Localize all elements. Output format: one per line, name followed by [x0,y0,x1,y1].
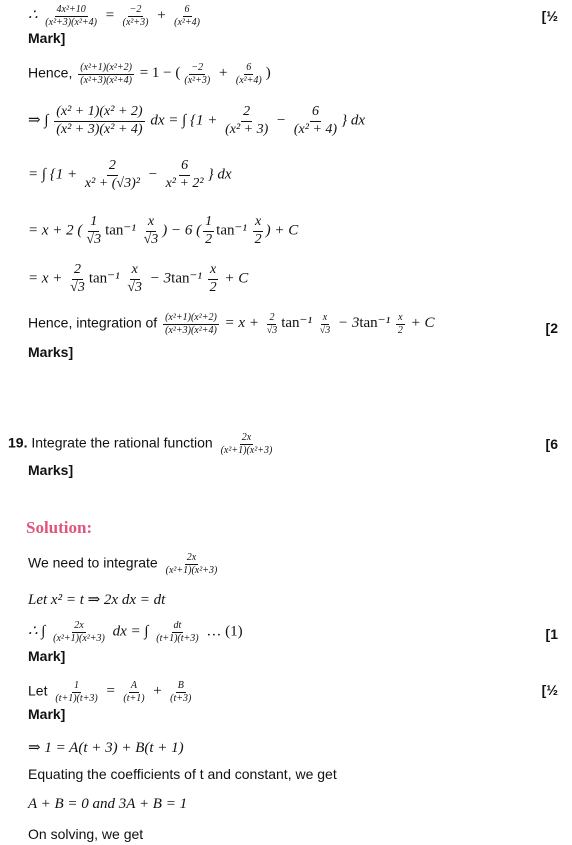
sol-line-3: ∴ ∫ $\frac{2x}{\text{(x²+1)(x²+3)}}$ dx = ∫ $\frac{dt}{(t+1)(t+3)}$ … (1) [28,620,243,644]
half-mark-2: [½ [541,682,558,698]
equation-integral-2: = ∫ {1 + $\frac{2}{\text{x² + (√3)²}}$ − $\frac{6}{\text{x² + 2²}}$ } dx [28,158,232,191]
hence-integration-text: Hence, integration of [28,314,158,331]
sol-line-1: We need to integrate $\frac{2x}{\text{(x²+1)(x²+3)}}$ [28,552,218,576]
marks-2: [2 [545,320,558,336]
sol-line-5: ⇒ 1 = A(t + 3) + B(t + 1) [28,740,184,756]
hence-text: Hence, [28,64,73,81]
marks-label-2: Marks] [28,462,74,478]
sol-line-4: Let $\frac{1}{(t+1)(t+3)}$ = $\frac{A}{(t+1)}$ + $\frac{B}{(t+3)}$ [28,680,192,704]
mark-label-3: Mark] [28,706,66,722]
equation-result-1: = x + 2 ( $\frac{1}{√3}$ tan⁻¹ $\frac{x}{√3}$ ) − 6 ( $\frac{1}{2}$ tan⁻¹ $\frac{x}{2}$ ) + C [28,214,299,247]
question-number: 19. [8,434,28,451]
question-19: 19. Integrate the rational function $\frac{2x}{\text{(x²+1)(x²+3)}}$ [8,432,273,456]
sol-line-7: A + B = 0 and 3A + B = 1 [28,796,188,812]
sol-text-1: We need to integrate [28,554,158,571]
sol-line-2: Let x² = t ⇒ 2x dx = dt [28,592,166,608]
equation-therefore: ∴ $\frac{\text{4x²+10}}{\text{(x²+3)(x²+4)}}$ = $\frac{-2}{\text{(x²+3)}}$ + $\frac{6}{\text{(x²+4)}}$ [28,4,200,28]
hence-integration-line: Hence, integration of $\frac{\text{(x²+1)(x²+2)}}{\text{(x²+3)(x²+4)}}$ = x + $\frac{2}{√3}$ tan⁻¹ $\frac{x}{√3}$ − 3tan⁻¹ $\frac{x}{2}$ + C [28,312,435,336]
sol-let-text: Let [28,682,48,699]
marks-label: Marks] [28,344,74,360]
marks-1: [1 [545,626,558,642]
equation-result-2: = x + $\frac{2}{√3}$ tan⁻¹ $\frac{x}{√3}$ − 3tan⁻¹ $\frac{x}{2}$ + C [28,262,249,295]
mark-label-2: Mark] [28,648,66,664]
hence-line: Hence, $\frac{\text{(x²+1)(x²+2)}}{\text{(x²+3)(x²+4)}}$ = 1 − ( $\frac{-2}{\text{(x²+3)}}$ + $\frac{6}{\text{(x²+4)}}$ ) [28,62,271,86]
sol-line-8: On solving, we get [28,826,144,842]
mark-label: Mark] [28,30,66,46]
half-mark-top: [½ [541,8,558,24]
equation-integral-1: ⇒ ∫ $\frac{\text{(x² + 1)(x² + 2)}}{\text{(x² + 3)(x² + 4)}}$ dx = ∫ {1 + $\frac{2}{\text{(x² + 3)}}$ − $\frac{6}{\text{(x² + 4)}}$ } dx [28,104,365,137]
question-text: Integrate the rational function [31,434,213,451]
solution-heading: Solution: [26,518,93,537]
sol-line-6: Equating the coefficients of t and constant, we get [28,766,337,782]
marks-6: [6 [545,436,558,452]
